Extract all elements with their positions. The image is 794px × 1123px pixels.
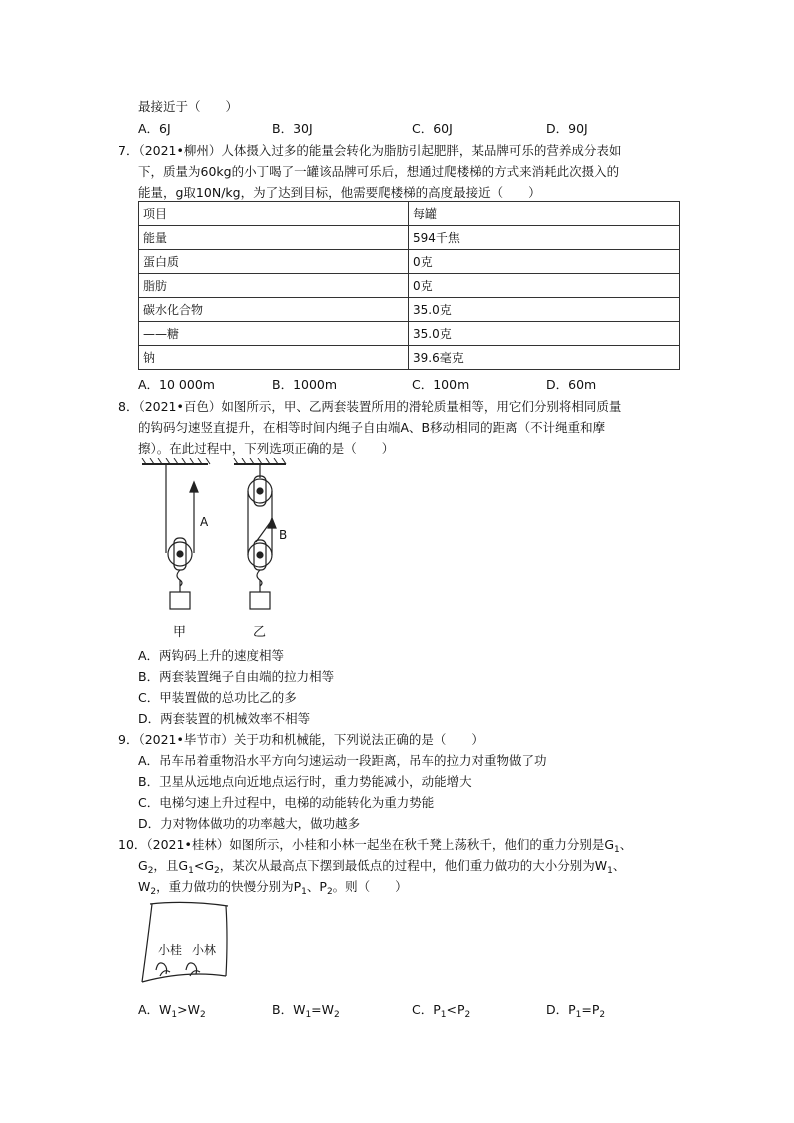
q6-option-c: C．60J	[412, 121, 453, 136]
q9-option-c: C．电梯匀速上升过程中，电梯的动能转化为重力势能	[138, 795, 435, 810]
q10-text: ，某次从最高点下摆到最低点的过程中，他们重力做功的大小分别为W	[219, 858, 608, 873]
swing-figure	[136, 898, 236, 990]
q10-sub: 1	[188, 866, 194, 876]
q8-line1: 8．（2021•百色）如图所示，甲、乙两套装置所用的滑轮质量相等，用它们分别将相同质量	[118, 399, 622, 414]
table-cell: 35.0克	[409, 322, 680, 346]
q10-option-c	[412, 1002, 470, 1023]
q8-option-b: B．两套装置绳子自由端的拉力相等	[138, 669, 335, 684]
q10-sub: 1	[301, 887, 307, 897]
q10-option-b	[272, 1002, 340, 1023]
q6-option-a: A．6J	[138, 121, 171, 136]
q6-option-d: D．90J	[546, 121, 588, 136]
q10-text: G	[138, 858, 148, 873]
q8-option-c: C．甲装置做的总功比乙的多	[138, 690, 297, 705]
q10-sub: 1	[575, 1010, 582, 1020]
table-cell: 594千焦	[409, 226, 680, 250]
q10-sub: 2	[464, 1010, 471, 1020]
q10-line1-tail: 、	[619, 837, 633, 852]
q10-text: 、	[612, 858, 626, 873]
table-row	[139, 298, 680, 322]
q9-option-a: A．吊车吊着重物沿水平方向匀速运动一段距离，吊车的拉力对重物做了功	[138, 753, 547, 768]
pulley-label-b: B	[279, 528, 288, 542]
q8-option-d: D．两套装置的机械效率不相等	[138, 711, 311, 726]
table-cell: 钠	[139, 346, 409, 370]
q10-opt-text: =P	[581, 1002, 600, 1017]
q10-line1-text: 10．（2021•桂林）如图所示，小桂和小林一起坐在秋千凳上荡秋千，他们的重力分别是G	[118, 837, 615, 852]
table-cell: 脂肪	[139, 274, 409, 298]
table-cell: 蛋白质	[139, 250, 409, 274]
q10-sub: 1	[171, 1010, 178, 1020]
q10-sub: 1	[440, 1010, 447, 1020]
q10-text: <G	[193, 858, 215, 873]
q10-sub: 2	[147, 866, 154, 876]
q10-text: 。则（ ）	[332, 879, 408, 894]
q10-sub: 2	[326, 887, 333, 897]
q7-line2: 下，质量为60kg的小丁喝了一罐该品牌可乐后，想通过爬楼梯的方式来消耗此次摄入的	[138, 164, 620, 179]
q7-option-d: D．60m	[546, 377, 597, 392]
q10-opt-text: C．P	[412, 1002, 441, 1017]
q6-stem-end: 最接近于（ ）	[138, 99, 239, 114]
table-cell: 碳水化合物	[139, 298, 409, 322]
table-row	[139, 202, 680, 226]
nutrition-table	[138, 201, 680, 370]
pulley-label-a: A	[200, 515, 209, 529]
q10-option-d	[546, 1002, 605, 1023]
pulley-label-jia: 甲	[173, 625, 187, 640]
q10-sub: 1	[614, 845, 620, 855]
q9-line1: 9．（2021•毕节市）关于功和机械能，下列说法正确的是（ ）	[118, 732, 484, 747]
q10-line3	[138, 879, 408, 900]
q10-opt-text: D．P	[546, 1002, 576, 1017]
q7-option-b: B．1000m	[272, 377, 338, 392]
q10-text: ，且G	[153, 858, 189, 873]
q10-text: 、P	[306, 879, 327, 894]
q10-sub: 2	[214, 866, 220, 876]
q10-text: ，重力做功的快慢分别为P	[156, 879, 302, 894]
q8-option-a: A．两钩码上升的速度相等	[138, 648, 285, 663]
q7-line1: 7．（2021•柳州）人体摄入过多的能量会转化为脂肪引起肥胖，某品牌可乐的营养成分表如	[118, 143, 622, 158]
q10-sub: 2	[599, 1010, 606, 1020]
q10-opt-text: B．W	[272, 1002, 306, 1017]
q10-sub: 2	[150, 887, 157, 897]
q7-line3: 能量，g取10N/kg，为了达到目标，他需要爬楼梯的高度最接近（ ）	[138, 185, 541, 200]
swing-name-1: 小桂	[158, 943, 183, 957]
table-row	[139, 322, 680, 346]
q10-sub: 2	[334, 1010, 340, 1020]
table-cell: 0克	[409, 250, 680, 274]
q6-option-b: B．30J	[272, 121, 313, 136]
table-row	[139, 274, 680, 298]
table-row	[139, 250, 680, 274]
q10-opt-text: =W	[311, 1002, 335, 1017]
q10-text: W	[138, 879, 151, 894]
table-cell: 每罐	[409, 202, 680, 226]
q10-line1	[118, 837, 632, 858]
table-cell: 能量	[139, 226, 409, 250]
table-row	[139, 226, 680, 250]
table-cell: 0克	[409, 274, 680, 298]
swing-name-2: 小林	[192, 943, 217, 957]
pulley-label-yi: 乙	[253, 625, 267, 640]
q8-line3: 擦）。在此过程中，下列选项正确的是（ ）	[138, 441, 395, 456]
q10-sub: 1	[607, 866, 613, 876]
q10-line2	[138, 858, 625, 879]
q10-opt-text: A．W	[138, 1002, 172, 1017]
q10-option-a	[138, 1002, 206, 1023]
pulley-figure	[136, 458, 316, 643]
q10-opt-text: <P	[446, 1002, 465, 1017]
table-cell: 35.0克	[409, 298, 680, 322]
table-row	[139, 346, 680, 370]
q10-sub: 1	[305, 1010, 312, 1020]
q9-option-b: B．卫星从远地点向近地点运行时，重力势能减小，动能增大	[138, 774, 472, 789]
q7-option-c: C．100m	[412, 377, 470, 392]
table-cell: 39.6毫克	[409, 346, 680, 370]
table-cell: ——糖	[139, 322, 409, 346]
q8-line2: 的钩码匀速竖直提升，在相等时间内绳子自由端A、B移动相同的距离（不计绳重和摩	[138, 420, 606, 435]
q10-opt-text: >W	[177, 1002, 200, 1017]
q10-sub: 2	[200, 1010, 206, 1020]
q9-option-d: D．力对物体做功的功率越大，做功越多	[138, 816, 361, 831]
q7-option-a: A．10 000m	[138, 377, 215, 392]
table-cell: 项目	[139, 202, 409, 226]
